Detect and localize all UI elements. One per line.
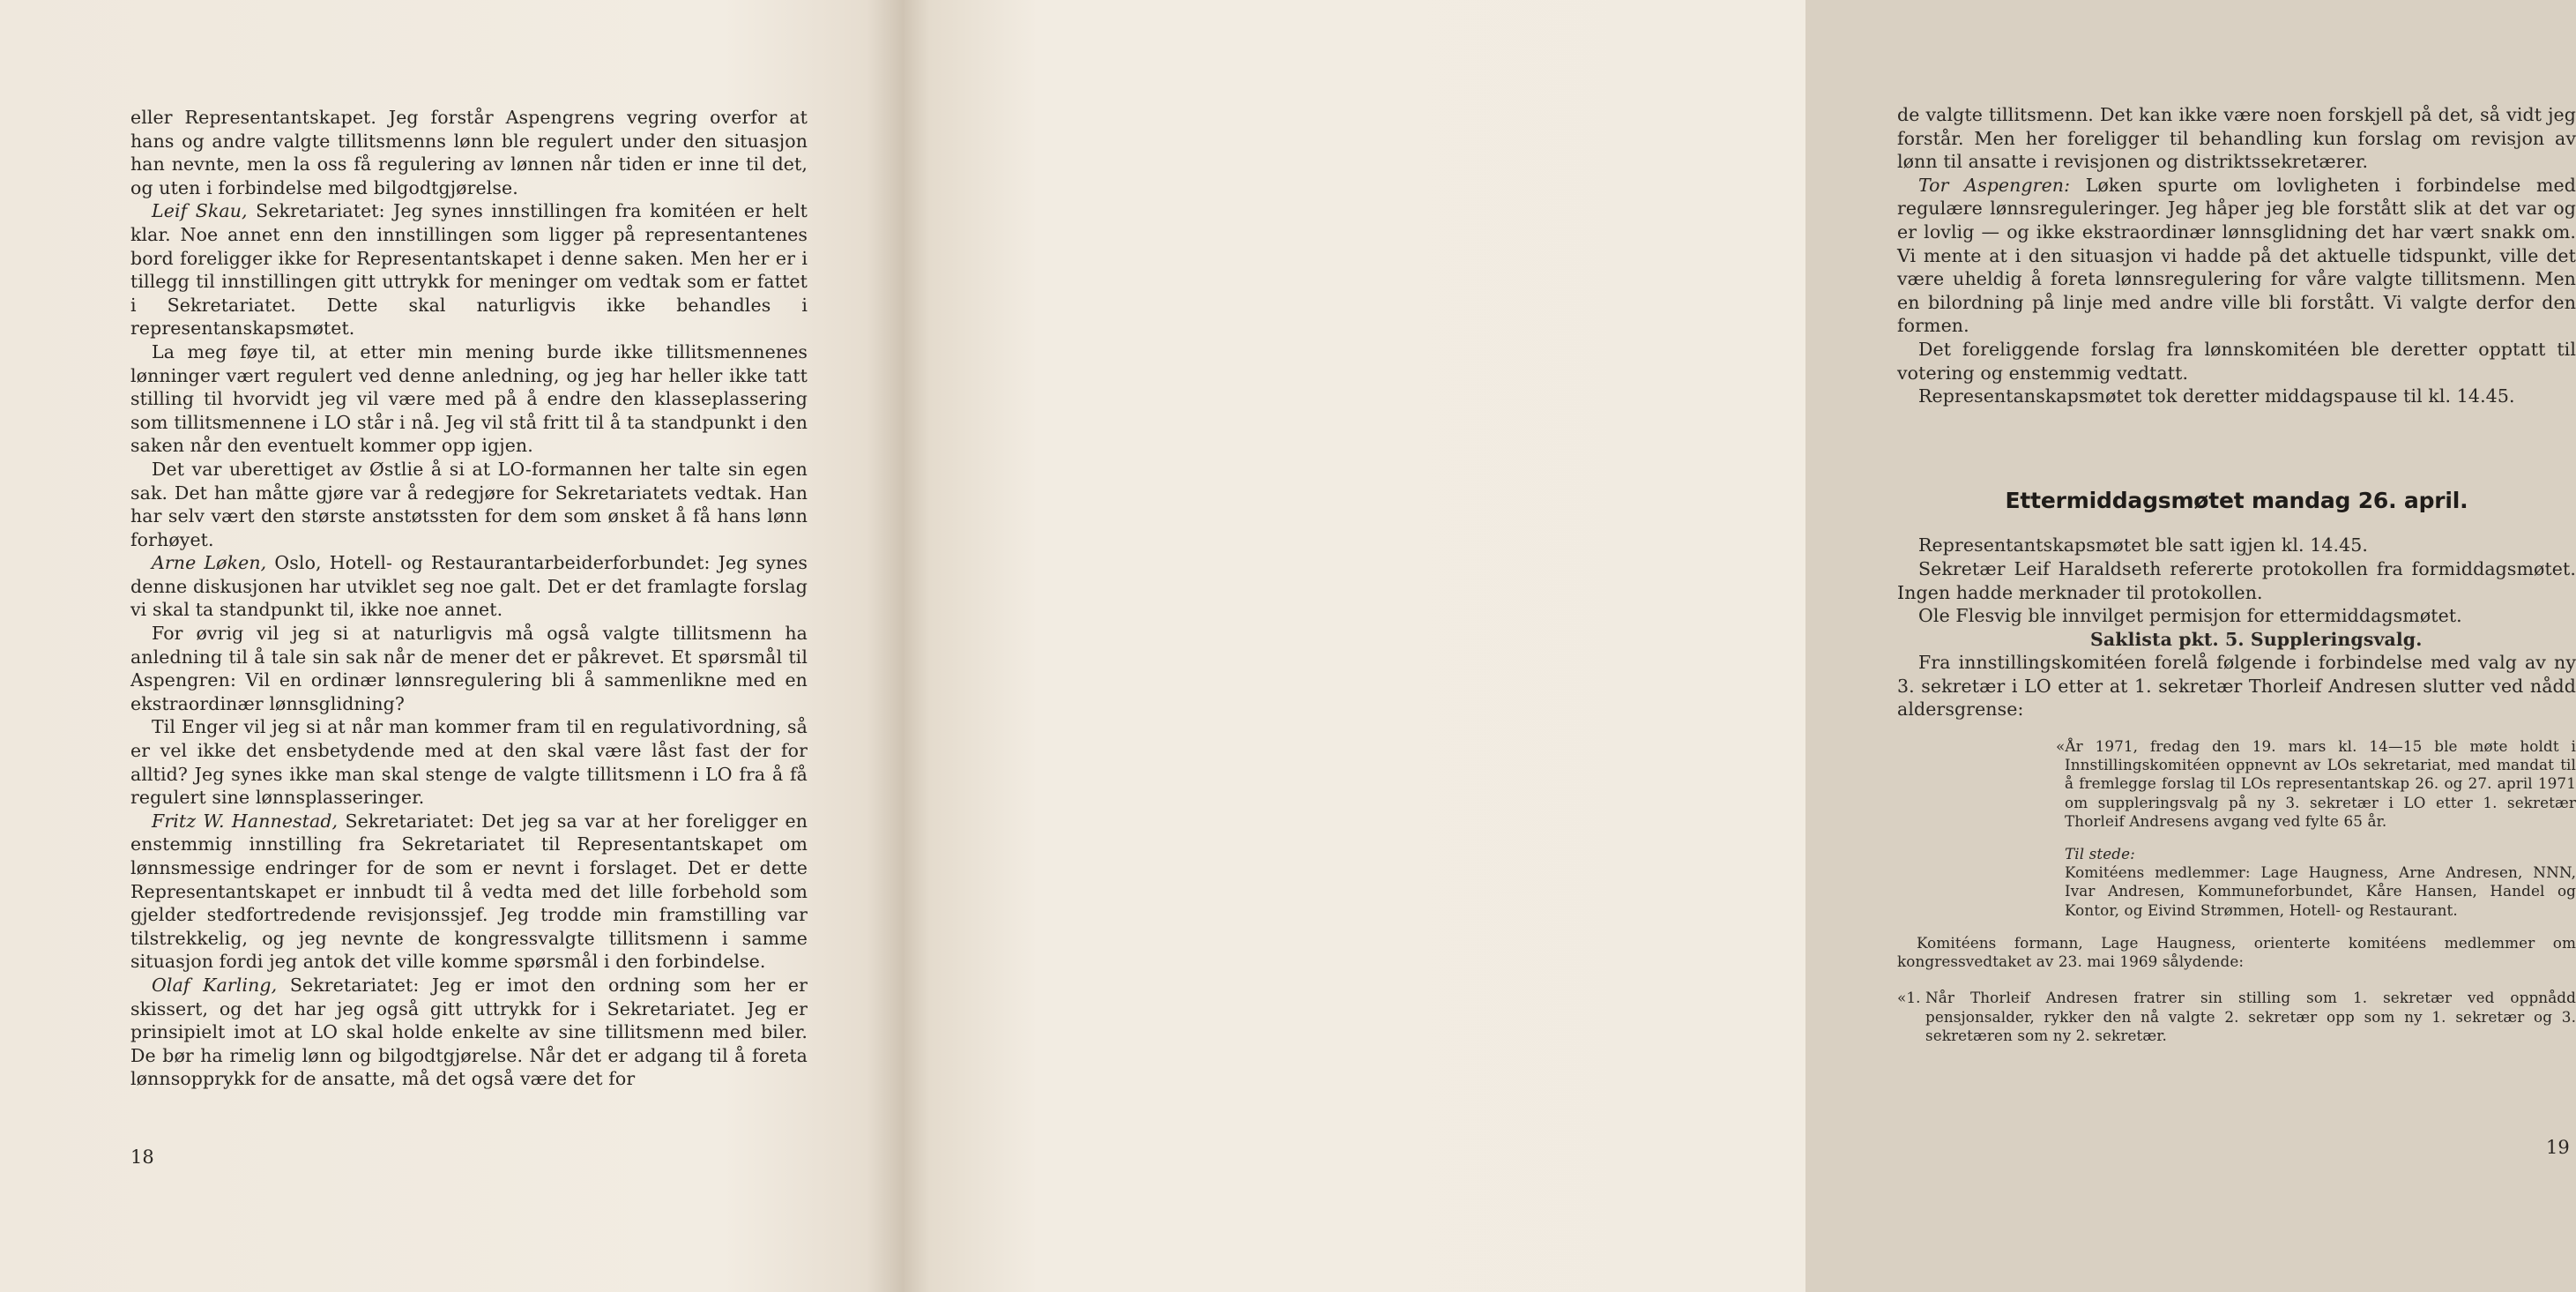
right-page (903, 0, 2576, 1292)
page-number: 19 (2546, 1137, 2570, 1158)
list-item-number: «1. (1897, 989, 1921, 1007)
paragraph: Leif Skau, Sekretariatet: Jeg synes innstillingen fra komitéen er helt klar. Noe annet enn den innstillingen som ligger på representantenes bord foreligger ikke for Representantskapet i denne saken. Men her er i tillegg til innstillingen gitt uttrykk for meninger om vedtak som er fattet i Sekretariatet. Dette skal naturligvis ikke behandles i representanskapsmøtet. (130, 200, 808, 340)
paragraph: Sekretær Leif Haraldseth refererte protokollen fra formiddagsmøtet. Ingen hadde merknader til protokollen. (1897, 557, 2576, 603)
paragraph: eller Representantskapet. Jeg forstår Aspengrens vegring overfor at hans og andre valgte tillitsmenns lønn ble regulert under den situasjon han nevnte, men la oss få regulering av lønnen når tiden er inne til det, og uten i forbindelse med bilgodtgjørelse. (130, 107, 808, 198)
right-page-text-column (1897, 103, 2576, 1045)
quote-lead: «År 1971, fredag den 19. mars kl. 14—15 ble møte holdt i Innstillingskomitéen oppnevnt av LOs sekretariat, med mandat til å fremlegge forslag til LOs representantskap 26. og 27. april 1971 om suppleringsvalg på ny 3. sekretær i LO etter 1. sekretær Thorleif Andresens avgang ved fylte 65 år. (2056, 737, 2576, 830)
list-item (1897, 989, 2576, 1045)
paragraph: Ole Flesvig ble innvilget permisjon for ettermiddagsmøtet. (1918, 605, 2462, 627)
paragraph: Fritz W. Hannestad, Sekretariatet: Det jeg sa var at her foreligger en enstemmig innstilling fra Sekretariatet til Representantskapet om lønnsmessige endringer for de som er nevnt i forslaget. Det er dette Representantskapet er innbudt til å vedta med det lille forbehold som gjelder stedfortredende revisjonssjef. Jeg trodde min framstilling var tilstrekkelig, og jeg nevnte de kongressvalgte tillitsmenn i samme situasjon fordi jeg antok det ville komme spørsmål i den forbindelse. (130, 810, 808, 973)
quoted-minutes (1897, 737, 2576, 920)
left-page (0, 0, 903, 1292)
paragraph: La meg føye til, at etter min mening burde ikke tillitsmennenes lønninger vært regulert ved denne anledning, og jeg har heller ikke tatt stilling til hvorvidt jeg vil være med på å endre den klasseplassering som tillitsmennene i LO står i nå. Jeg vil stå fritt til å ta standpunkt i den saken når den eventuelt kommer opp igjen. (130, 340, 808, 457)
section-heading: Ettermiddagsmøtet mandag 26. april. (2005, 487, 2468, 513)
small-print-block (1897, 934, 2576, 971)
paragraph: Representantskapsmøtet ble satt igjen kl. 14.45. (1918, 534, 2369, 556)
list-item-text: Når Thorleif Andresen fratrer sin stilling som 1. sekretær ved oppnådd pensjonsalder, rykker den nå valgte 2. sekretær opp som ny 1. sekretær og 3. sekretæren som ny 2. sekretær. (1925, 989, 2576, 1044)
paragraph: Representanskapsmøtet tok deretter middagspause til kl. 14.45. (1918, 385, 2515, 407)
speaker-name: Fritz W. Hannestad, (152, 810, 339, 832)
attendance-heading: Til stede: (2065, 845, 2135, 863)
speaker-name: Arne Løken, (152, 552, 267, 574)
speaker-name: Olaf Karling, (152, 974, 278, 996)
speaker-name: Leif Skau, (152, 200, 248, 222)
paragraph: Arne Løken, Oslo, Hotell- og Restaurantarbeiderforbundet: Jeg synes denne diskusjonen har utviklet seg noe galt. Det er det framlagte forslag vi skal ta standpunkt til, ikke noe annet. (130, 552, 808, 621)
paragraph: de valgte tillitsmenn. Det kan ikke være noen forskjell på det, så vidt jeg forstår. Men her foreligger til behandling kun forslag om revisjon av lønn til ansatte i revisjonen og distriktssekretærer. (1897, 104, 2576, 173)
page-number: 18 (130, 1146, 154, 1168)
paragraph: Fra innstillingskomitéen forelå følgende i forbindelse med valg av ny 3. sekretær i LO etter at 1. sekretær Thorleif Andresen slutter ved nådd aldersgrense: (1897, 652, 2576, 721)
paragraph: For øvrig vil jeg si at naturligvis må også valgte tillitsmenn ha anledning til å tale sin sak når de mener det er påkrevet. Et spørsmål til Aspengren: Vil en ordinær lønnsregulering bli å sammenlikne med en ekstraordinær lønnsglidning? (130, 623, 808, 714)
speaker-name: Tor Aspengren: (1918, 174, 2071, 196)
paragraph: Tor Aspengren: Løken spurte om lovligheten i forbindelse med regulære lønnsreguleringer. Jeg håper jeg ble forstått slik at det var og er lovlig — og ikke ekstraordinær lønnsglidning det har vært snakk om. Vi mente at i den situasjon vi hadde på det aktuelle tidspunkt, ville det være uheldig å foreta lønnsregulering for våre valgte tillitsmenn. Men en bilordning på linje med andre ville bli forstått. Vi valgte derfor den formen. (1897, 174, 2576, 337)
paragraph: Komitéens formann, Lage Haugness, orienterte komitéens medlemmer om kongressvedtaket av 23. mai 1969 sålydende: (1897, 933, 2576, 971)
subheading: Saklista pkt. 5. Suppleringsvalg. (2090, 628, 2423, 650)
left-page-text-column (130, 106, 808, 1091)
paragraph: Til Enger vil jeg si at når man kommer fram til en regulativordning, så er vel ikke det ensbetydende med at den skal være låst fast der for alltid? Jeg synes ikke man skal stenge de valgte tillitsmenn i LO fra å få regulert sine lønnsplasseringer. (130, 716, 808, 809)
numbered-list (1897, 989, 2576, 1045)
paragraph: Det var uberettiget av Østlie å si at LO-formannen her talte sin egen sak. Det han måtte gjøre var å redegjøre for Sekretariatets vedtak. Han har selv vært den største anstøtssten for dem som ønsket å få hans lønn forhøyet. (130, 458, 808, 550)
paragraph: Det foreliggende forslag fra lønnskomitéen ble deretter opptatt til votering og enstemmig vedtatt. (1897, 338, 2576, 384)
attendance-list: Komitéens medlemmer: Lage Haugness, Arne Andresen, NNN, Ivar Andresen, Kommuneforbundet, Kåre Hansen, Handel og Kontor, og Eivind Strømmen, Hotell- og Restaurant. (2065, 863, 2576, 919)
paragraph: Olaf Karling, Sekretariatet: Jeg er imot den ordning som her er skissert, og det har jeg også gitt uttrykk for i Sekretariatet. Jeg er prinsipielt imot at LO skal holde enkelte av sine tillitsmenn med biler. De bør ha rimelig lønn og bilgodtgjørelse. Når det er adgang til å foreta lønnsopprykk for de ansatte, må det også være det for (130, 974, 808, 1090)
